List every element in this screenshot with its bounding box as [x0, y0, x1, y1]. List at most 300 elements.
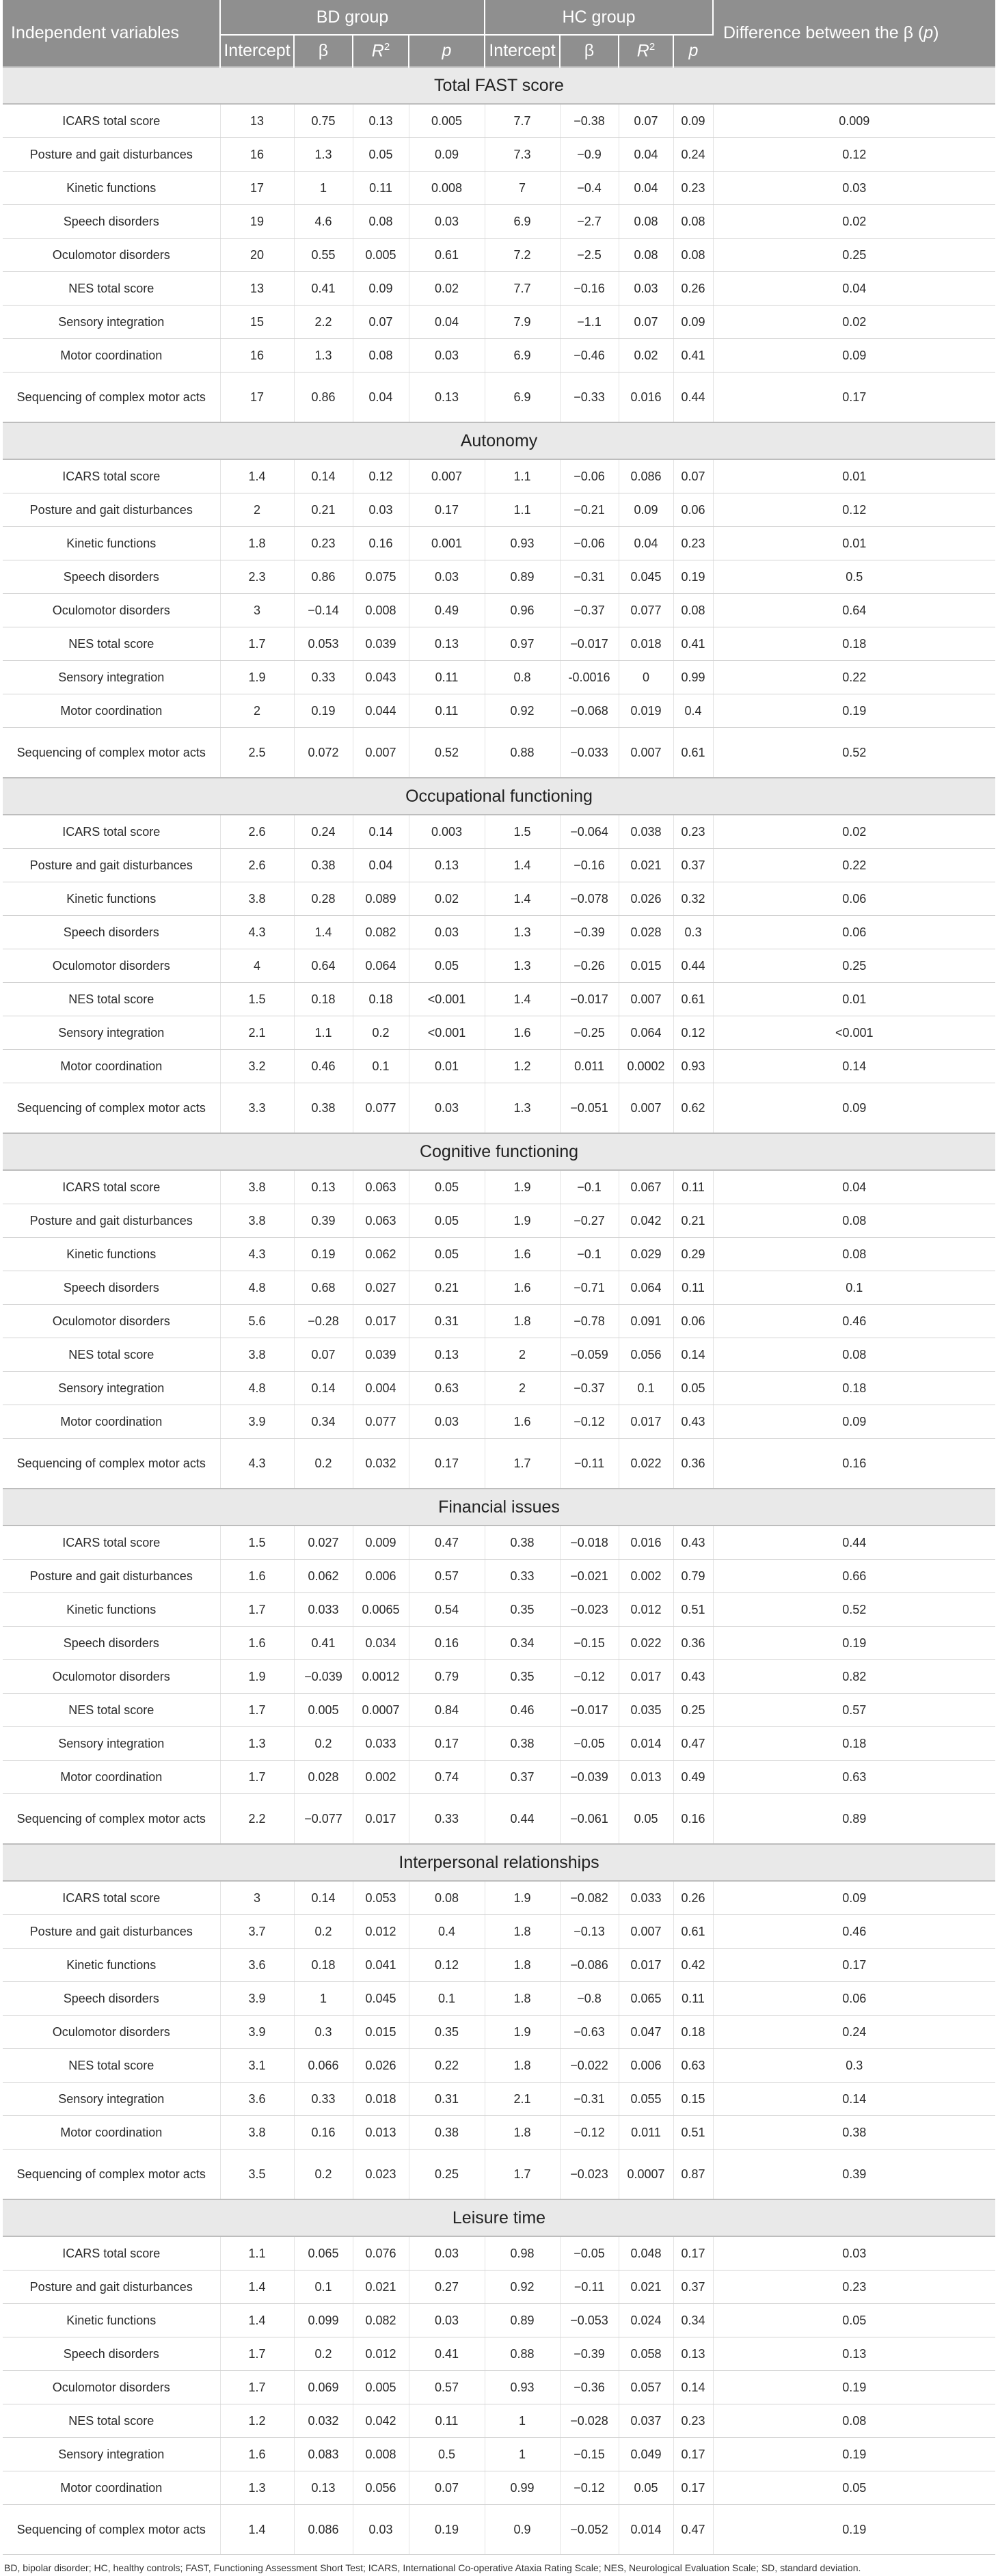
- difference-cell: 0.52: [713, 1593, 995, 1627]
- bd-intercept-cell: 3.8: [220, 1170, 294, 1204]
- row-label: NES total score: [3, 2404, 220, 2438]
- section-header: [3, 422, 995, 459]
- bd-p-cell: <0.001: [409, 1016, 485, 1050]
- row-label: Motor coordination: [3, 1050, 220, 1083]
- hc-p-cell: 0.09: [673, 104, 713, 138]
- row-label: Sequencing of complex motor acts: [3, 372, 220, 423]
- bd-p-cell: 0.38: [409, 2116, 485, 2150]
- hc-p-cell: 0.41: [673, 339, 713, 372]
- hc-p-cell: 0.05: [673, 1372, 713, 1405]
- bd-intercept-cell: 3.9: [220, 2016, 294, 2049]
- hc-intercept-cell: 0.44: [485, 1794, 560, 1845]
- row-label: ICARS total score: [3, 1881, 220, 1915]
- difference-cell: 0.03: [713, 2236, 995, 2270]
- bd-intercept-cell: 3.2: [220, 1050, 294, 1083]
- difference-cell: 0.18: [713, 627, 995, 661]
- table-row: [3, 372, 995, 423]
- bd-p-cell: 0.05: [409, 1204, 485, 1238]
- hc-r2-cell: 0.019: [619, 694, 673, 728]
- bd-r2-cell: 0.012: [353, 1915, 409, 1949]
- difference-cell: 0.09: [713, 1405, 995, 1439]
- difference-cell: 0.02: [713, 205, 995, 239]
- hc-intercept-cell: 0.97: [485, 627, 560, 661]
- bd-p-cell: 0.41: [409, 2337, 485, 2371]
- hc-p-cell: 0.61: [673, 1915, 713, 1949]
- regression-table: [3, 0, 995, 2555]
- hc-intercept-cell: 0.38: [485, 1526, 560, 1560]
- bd-intercept-cell: 1.6: [220, 2438, 294, 2471]
- difference-cell: 0.82: [713, 1660, 995, 1694]
- hc-p-cell: 0.61: [673, 728, 713, 778]
- bd-intercept-cell: 16: [220, 138, 294, 172]
- hc-intercept-cell: 0.89: [485, 560, 560, 594]
- table-footnote: BD, bipolar disorder; HC, healthy controls; FAST, Functioning Assessment Short Test; ICARS, International Co-operative Ataxia Rating Scale; NES, Neurological Evaluation Scale; SD, standard deviation.: [4, 2562, 861, 2573]
- hc-intercept-cell: 7.9: [485, 306, 560, 339]
- row-label: Sequencing of complex motor acts: [3, 1439, 220, 1489]
- bd-intercept-cell: 19: [220, 205, 294, 239]
- bd-r2-cell: 0.053: [353, 1881, 409, 1915]
- hc-intercept-cell: 1.8: [485, 1949, 560, 1982]
- row-label: Posture and gait disturbances: [3, 1204, 220, 1238]
- hc-beta-cell: −0.017: [560, 627, 619, 661]
- table-row: [3, 138, 995, 172]
- bd-p-cell: 0.09: [409, 138, 485, 172]
- header-bd-p: p: [409, 35, 485, 67]
- bd-beta-cell: 0.2: [294, 1439, 353, 1489]
- bd-p-cell: 0.17: [409, 1439, 485, 1489]
- bd-r2-cell: 0.077: [353, 1083, 409, 1134]
- bd-r2-cell: 0.045: [353, 1982, 409, 2016]
- hc-r2-cell: 0.04: [619, 527, 673, 560]
- bd-p-cell: 0.04: [409, 306, 485, 339]
- hc-intercept-cell: 0.46: [485, 1694, 560, 1727]
- bd-intercept-cell: 3.7: [220, 1915, 294, 1949]
- hc-beta-cell: −0.086: [560, 1949, 619, 1982]
- bd-intercept-cell: 3.6: [220, 1949, 294, 1982]
- difference-cell: 0.57: [713, 1694, 995, 1727]
- difference-cell: 0.17: [713, 372, 995, 423]
- hc-r2-cell: 0.014: [619, 2505, 673, 2555]
- row-label: NES total score: [3, 1694, 220, 1727]
- bd-beta-cell: 0.86: [294, 372, 353, 423]
- hc-beta-cell: −0.05: [560, 1727, 619, 1761]
- bd-p-cell: 0.001: [409, 527, 485, 560]
- hc-r2-cell: 0.024: [619, 2304, 673, 2337]
- bd-r2-cell: 0.015: [353, 2016, 409, 2049]
- hc-beta-cell: −0.38: [560, 104, 619, 138]
- section-title: Cognitive functioning: [3, 1133, 995, 1170]
- row-label: Oculomotor disorders: [3, 1660, 220, 1694]
- hc-intercept-cell: 0.96: [485, 594, 560, 627]
- bd-p-cell: 0.27: [409, 2270, 485, 2304]
- row-label: ICARS total score: [3, 104, 220, 138]
- hc-beta-cell: −0.36: [560, 2371, 619, 2404]
- row-label: ICARS total score: [3, 815, 220, 849]
- hc-intercept-cell: 1: [485, 2404, 560, 2438]
- difference-cell: 0.46: [713, 1305, 995, 1338]
- hc-r2-cell: 0.064: [619, 1271, 673, 1305]
- bd-intercept-cell: 1.1: [220, 2236, 294, 2270]
- row-label: Motor coordination: [3, 2116, 220, 2150]
- bd-intercept-cell: 2.5: [220, 728, 294, 778]
- hc-r2-cell: 0.022: [619, 1439, 673, 1489]
- bd-r2-cell: 0.09: [353, 272, 409, 306]
- bd-p-cell: 0.33: [409, 1794, 485, 1845]
- row-label: Oculomotor disorders: [3, 594, 220, 627]
- bd-intercept-cell: 1.4: [220, 2505, 294, 2555]
- hc-beta-cell: −0.39: [560, 916, 619, 949]
- bd-beta-cell: 0.23: [294, 527, 353, 560]
- bd-r2-cell: 0.044: [353, 694, 409, 728]
- difference-cell: 0.12: [713, 493, 995, 527]
- table-row: [3, 2083, 995, 2116]
- bd-beta-cell: 0.069: [294, 2371, 353, 2404]
- bd-p-cell: 0.57: [409, 2371, 485, 2404]
- hc-intercept-cell: 1.1: [485, 459, 560, 493]
- table-row: [3, 172, 995, 205]
- hc-p-cell: 0.23: [673, 2404, 713, 2438]
- bd-r2-cell: 0.007: [353, 728, 409, 778]
- row-label: Posture and gait disturbances: [3, 1915, 220, 1949]
- bd-intercept-cell: 2.1: [220, 1016, 294, 1050]
- hc-r2-cell: 0.064: [619, 1016, 673, 1050]
- bd-intercept-cell: 3: [220, 1881, 294, 1915]
- row-label: Kinetic functions: [3, 882, 220, 916]
- table-body: [3, 67, 995, 2555]
- hc-beta-cell: −0.15: [560, 2438, 619, 2471]
- hc-p-cell: 0.24: [673, 138, 713, 172]
- bd-beta-cell: 0.062: [294, 1560, 353, 1593]
- bd-beta-cell: 0.16: [294, 2116, 353, 2150]
- hc-beta-cell: −0.028: [560, 2404, 619, 2438]
- difference-cell: 0.02: [713, 306, 995, 339]
- bd-beta-cell: 1.4: [294, 916, 353, 949]
- difference-cell: 0.44: [713, 1526, 995, 1560]
- bd-beta-cell: 0.028: [294, 1761, 353, 1794]
- row-label: Posture and gait disturbances: [3, 1560, 220, 1593]
- difference-cell: 0.09: [713, 339, 995, 372]
- table-row: [3, 459, 995, 493]
- bd-r2-cell: 0.012: [353, 2337, 409, 2371]
- difference-cell: 0.3: [713, 2049, 995, 2083]
- bd-beta-cell: 0.19: [294, 1238, 353, 1271]
- hc-r2-cell: 0.09: [619, 493, 673, 527]
- bd-beta-cell: 0.86: [294, 560, 353, 594]
- bd-beta-cell: 0.38: [294, 849, 353, 882]
- hc-intercept-cell: 1.4: [485, 983, 560, 1016]
- header-hc-beta: β: [560, 35, 619, 67]
- bd-intercept-cell: 1.9: [220, 1660, 294, 1694]
- bd-intercept-cell: 1.5: [220, 983, 294, 1016]
- header-hc-intercept: Intercept: [485, 35, 560, 67]
- bd-p-cell: 0.5: [409, 2438, 485, 2471]
- hc-p-cell: 0.13: [673, 2337, 713, 2371]
- bd-intercept-cell: 2: [220, 493, 294, 527]
- table-row: [3, 104, 995, 138]
- row-label: Oculomotor disorders: [3, 949, 220, 983]
- bd-r2-cell: 0.005: [353, 239, 409, 272]
- bd-intercept-cell: 17: [220, 372, 294, 423]
- bd-r2-cell: 0.032: [353, 1439, 409, 1489]
- hc-p-cell: 0.79: [673, 1560, 713, 1593]
- bd-intercept-cell: 2: [220, 694, 294, 728]
- bd-r2-cell: 0.062: [353, 1238, 409, 1271]
- difference-cell: 0.17: [713, 1949, 995, 1982]
- header-bd-beta: β: [294, 35, 353, 67]
- bd-beta-cell: 4.6: [294, 205, 353, 239]
- difference-cell: 0.06: [713, 916, 995, 949]
- hc-r2-cell: 0.04: [619, 172, 673, 205]
- hc-intercept-cell: 1.4: [485, 882, 560, 916]
- bd-p-cell: 0.1: [409, 1982, 485, 2016]
- hc-beta-cell: −0.12: [560, 2471, 619, 2505]
- bd-r2-cell: 0.14: [353, 815, 409, 849]
- hc-beta-cell: −0.39: [560, 2337, 619, 2371]
- hc-p-cell: 0.3: [673, 916, 713, 949]
- difference-cell: 0.38: [713, 2116, 995, 2150]
- bd-beta-cell: 1: [294, 1982, 353, 2016]
- table-row: [3, 493, 995, 527]
- table-row: [3, 661, 995, 694]
- hc-r2-cell: 0.016: [619, 1526, 673, 1560]
- hc-p-cell: 0.62: [673, 1083, 713, 1134]
- table-row: [3, 1016, 995, 1050]
- bd-p-cell: 0.21: [409, 1271, 485, 1305]
- section-title: Leisure time: [3, 2199, 995, 2236]
- row-label: Oculomotor disorders: [3, 2016, 220, 2049]
- hc-intercept-cell: 1.5: [485, 815, 560, 849]
- hc-r2-cell: 0.012: [619, 1593, 673, 1627]
- bd-r2-cell: 0.18: [353, 983, 409, 1016]
- bd-r2-cell: 0.2: [353, 1016, 409, 1050]
- hc-beta-cell: −0.63: [560, 2016, 619, 2049]
- bd-r2-cell: 0.026: [353, 2049, 409, 2083]
- bd-beta-cell: −0.14: [294, 594, 353, 627]
- hc-beta-cell: -0.0016: [560, 661, 619, 694]
- table-header: [3, 0, 995, 67]
- bd-r2-cell: 0.008: [353, 594, 409, 627]
- difference-cell: 0.01: [713, 983, 995, 1016]
- bd-beta-cell: 0.46: [294, 1050, 353, 1083]
- bd-beta-cell: 0.066: [294, 2049, 353, 2083]
- hc-intercept-cell: 7.3: [485, 138, 560, 172]
- hc-beta-cell: −0.017: [560, 1694, 619, 1727]
- bd-p-cell: 0.13: [409, 372, 485, 423]
- bd-p-cell: 0.16: [409, 1627, 485, 1660]
- hc-intercept-cell: 0.9: [485, 2505, 560, 2555]
- hc-beta-cell: −0.37: [560, 594, 619, 627]
- hc-beta-cell: 0.011: [560, 1050, 619, 1083]
- hc-p-cell: 0.41: [673, 627, 713, 661]
- hc-beta-cell: −1.1: [560, 306, 619, 339]
- hc-intercept-cell: 1.3: [485, 916, 560, 949]
- difference-cell: 0.19: [713, 2371, 995, 2404]
- hc-p-cell: 0.14: [673, 2371, 713, 2404]
- row-label: ICARS total score: [3, 459, 220, 493]
- bd-r2-cell: 0.027: [353, 1271, 409, 1305]
- hc-intercept-cell: 0.33: [485, 1560, 560, 1593]
- bd-p-cell: 0.007: [409, 459, 485, 493]
- difference-cell: 0.39: [713, 2150, 995, 2200]
- hc-p-cell: 0.11: [673, 1271, 713, 1305]
- hc-p-cell: 0.19: [673, 560, 713, 594]
- table-row: [3, 1405, 995, 1439]
- bd-beta-cell: 0.18: [294, 983, 353, 1016]
- bd-intercept-cell: 1.3: [220, 1727, 294, 1761]
- bd-r2-cell: 0.039: [353, 1338, 409, 1372]
- hc-beta-cell: −0.33: [560, 372, 619, 423]
- bd-beta-cell: 0.032: [294, 2404, 353, 2438]
- hc-intercept-cell: 0.93: [485, 2371, 560, 2404]
- hc-intercept-cell: 0.93: [485, 527, 560, 560]
- bd-p-cell: 0.008: [409, 172, 485, 205]
- bd-intercept-cell: 3.8: [220, 1204, 294, 1238]
- row-label: Sensory integration: [3, 2438, 220, 2471]
- table-row: [3, 1627, 995, 1660]
- header-hc-p: p: [673, 35, 713, 67]
- difference-cell: 0.06: [713, 1982, 995, 2016]
- hc-intercept-cell: 6.9: [485, 372, 560, 423]
- hc-beta-cell: −0.061: [560, 1794, 619, 1845]
- bd-beta-cell: 0.34: [294, 1405, 353, 1439]
- hc-r2-cell: 0.0007: [619, 2150, 673, 2200]
- hc-beta-cell: −0.068: [560, 694, 619, 728]
- section-header: [3, 1489, 995, 1526]
- row-label: ICARS total score: [3, 1170, 220, 1204]
- hc-r2-cell: 0.026: [619, 882, 673, 916]
- hc-beta-cell: −2.7: [560, 205, 619, 239]
- table-row: [3, 2049, 995, 2083]
- hc-intercept-cell: 1.9: [485, 1881, 560, 1915]
- difference-cell: 0.02: [713, 815, 995, 849]
- row-label: Sequencing of complex motor acts: [3, 1794, 220, 1845]
- bd-r2-cell: 0.076: [353, 2236, 409, 2270]
- bd-intercept-cell: 2.3: [220, 560, 294, 594]
- table-row: [3, 2236, 995, 2270]
- hc-p-cell: 0.06: [673, 1305, 713, 1338]
- hc-intercept-cell: 0.35: [485, 1660, 560, 1694]
- hc-beta-cell: −0.021: [560, 1560, 619, 1593]
- row-label: Motor coordination: [3, 339, 220, 372]
- difference-cell: 0.25: [713, 239, 995, 272]
- hc-beta-cell: −0.12: [560, 1660, 619, 1694]
- bd-intercept-cell: 1.7: [220, 1593, 294, 1627]
- hc-intercept-cell: 1.8: [485, 2116, 560, 2150]
- difference-cell: 0.63: [713, 1761, 995, 1794]
- bd-beta-cell: 0.33: [294, 661, 353, 694]
- hc-r2-cell: 0.007: [619, 983, 673, 1016]
- hc-beta-cell: −0.11: [560, 2270, 619, 2304]
- bd-intercept-cell: 16: [220, 339, 294, 372]
- hc-intercept-cell: 0.34: [485, 1627, 560, 1660]
- table-row: [3, 1560, 995, 1593]
- hc-intercept-cell: 7.2: [485, 239, 560, 272]
- bd-intercept-cell: 3.5: [220, 2150, 294, 2200]
- hc-beta-cell: −0.21: [560, 493, 619, 527]
- hc-p-cell: 0.23: [673, 527, 713, 560]
- hc-r2-cell: 0.056: [619, 1338, 673, 1372]
- table-row: [3, 2505, 995, 2555]
- difference-cell: 0.05: [713, 2304, 995, 2337]
- hc-p-cell: 0.44: [673, 949, 713, 983]
- table-row: [3, 2337, 995, 2371]
- bd-beta-cell: 0.2: [294, 2150, 353, 2200]
- bd-beta-cell: 0.07: [294, 1338, 353, 1372]
- hc-p-cell: 0.32: [673, 882, 713, 916]
- bd-r2-cell: 0.1: [353, 1050, 409, 1083]
- row-label: Speech disorders: [3, 205, 220, 239]
- hc-intercept-cell: 1.4: [485, 849, 560, 882]
- hc-intercept-cell: 1.6: [485, 1238, 560, 1271]
- hc-intercept-cell: 1.8: [485, 1915, 560, 1949]
- difference-cell: 0.19: [713, 694, 995, 728]
- table-row: [3, 2270, 995, 2304]
- bd-r2-cell: 0.08: [353, 339, 409, 372]
- hc-intercept-cell: 2.1: [485, 2083, 560, 2116]
- bd-p-cell: 0.11: [409, 661, 485, 694]
- row-label: ICARS total score: [3, 2236, 220, 2270]
- bd-r2-cell: 0.089: [353, 882, 409, 916]
- bd-beta-cell: 0.14: [294, 1881, 353, 1915]
- table-row: [3, 1949, 995, 1982]
- hc-p-cell: 0.61: [673, 983, 713, 1016]
- table-row: [3, 594, 995, 627]
- bd-beta-cell: 0.55: [294, 239, 353, 272]
- difference-cell: 0.5: [713, 560, 995, 594]
- difference-cell: 0.13: [713, 2337, 995, 2371]
- hc-beta-cell: −0.06: [560, 459, 619, 493]
- hc-beta-cell: −0.13: [560, 1915, 619, 1949]
- hc-r2-cell: 0.065: [619, 1982, 673, 2016]
- bd-r2-cell: 0.05: [353, 138, 409, 172]
- bd-r2-cell: 0.04: [353, 372, 409, 423]
- table-row: [3, 1881, 995, 1915]
- bd-r2-cell: 0.08: [353, 205, 409, 239]
- hc-p-cell: 0.51: [673, 2116, 713, 2150]
- table-row: [3, 272, 995, 306]
- difference-cell: 0.01: [713, 527, 995, 560]
- row-label: Oculomotor disorders: [3, 239, 220, 272]
- table-row: [3, 1593, 995, 1627]
- difference-cell: 0.89: [713, 1794, 995, 1845]
- hc-r2-cell: 0.057: [619, 2371, 673, 2404]
- bd-p-cell: 0.35: [409, 2016, 485, 2049]
- bd-p-cell: 0.03: [409, 1083, 485, 1134]
- hc-beta-cell: −2.5: [560, 239, 619, 272]
- bd-beta-cell: 0.3: [294, 2016, 353, 2049]
- bd-intercept-cell: 4.8: [220, 1372, 294, 1405]
- bd-p-cell: 0.57: [409, 1560, 485, 1593]
- bd-intercept-cell: 1.4: [220, 2304, 294, 2337]
- bd-intercept-cell: 1.4: [220, 2270, 294, 2304]
- hc-beta-cell: −0.023: [560, 2150, 619, 2200]
- difference-cell: 0.06: [713, 882, 995, 916]
- header-independent-variables: Independent variables: [3, 0, 220, 67]
- bd-intercept-cell: 1.7: [220, 1694, 294, 1727]
- difference-cell: 0.19: [713, 2505, 995, 2555]
- hc-intercept-cell: 7.7: [485, 104, 560, 138]
- section-header: [3, 67, 995, 104]
- table-row: [3, 1439, 995, 1489]
- hc-p-cell: 0.93: [673, 1050, 713, 1083]
- table-row: [3, 2016, 995, 2049]
- hc-intercept-cell: 0.92: [485, 2270, 560, 2304]
- hc-p-cell: 0.26: [673, 272, 713, 306]
- hc-intercept-cell: 1.3: [485, 949, 560, 983]
- section-header: [3, 1844, 995, 1881]
- hc-beta-cell: −0.039: [560, 1761, 619, 1794]
- difference-cell: 0.04: [713, 1170, 995, 1204]
